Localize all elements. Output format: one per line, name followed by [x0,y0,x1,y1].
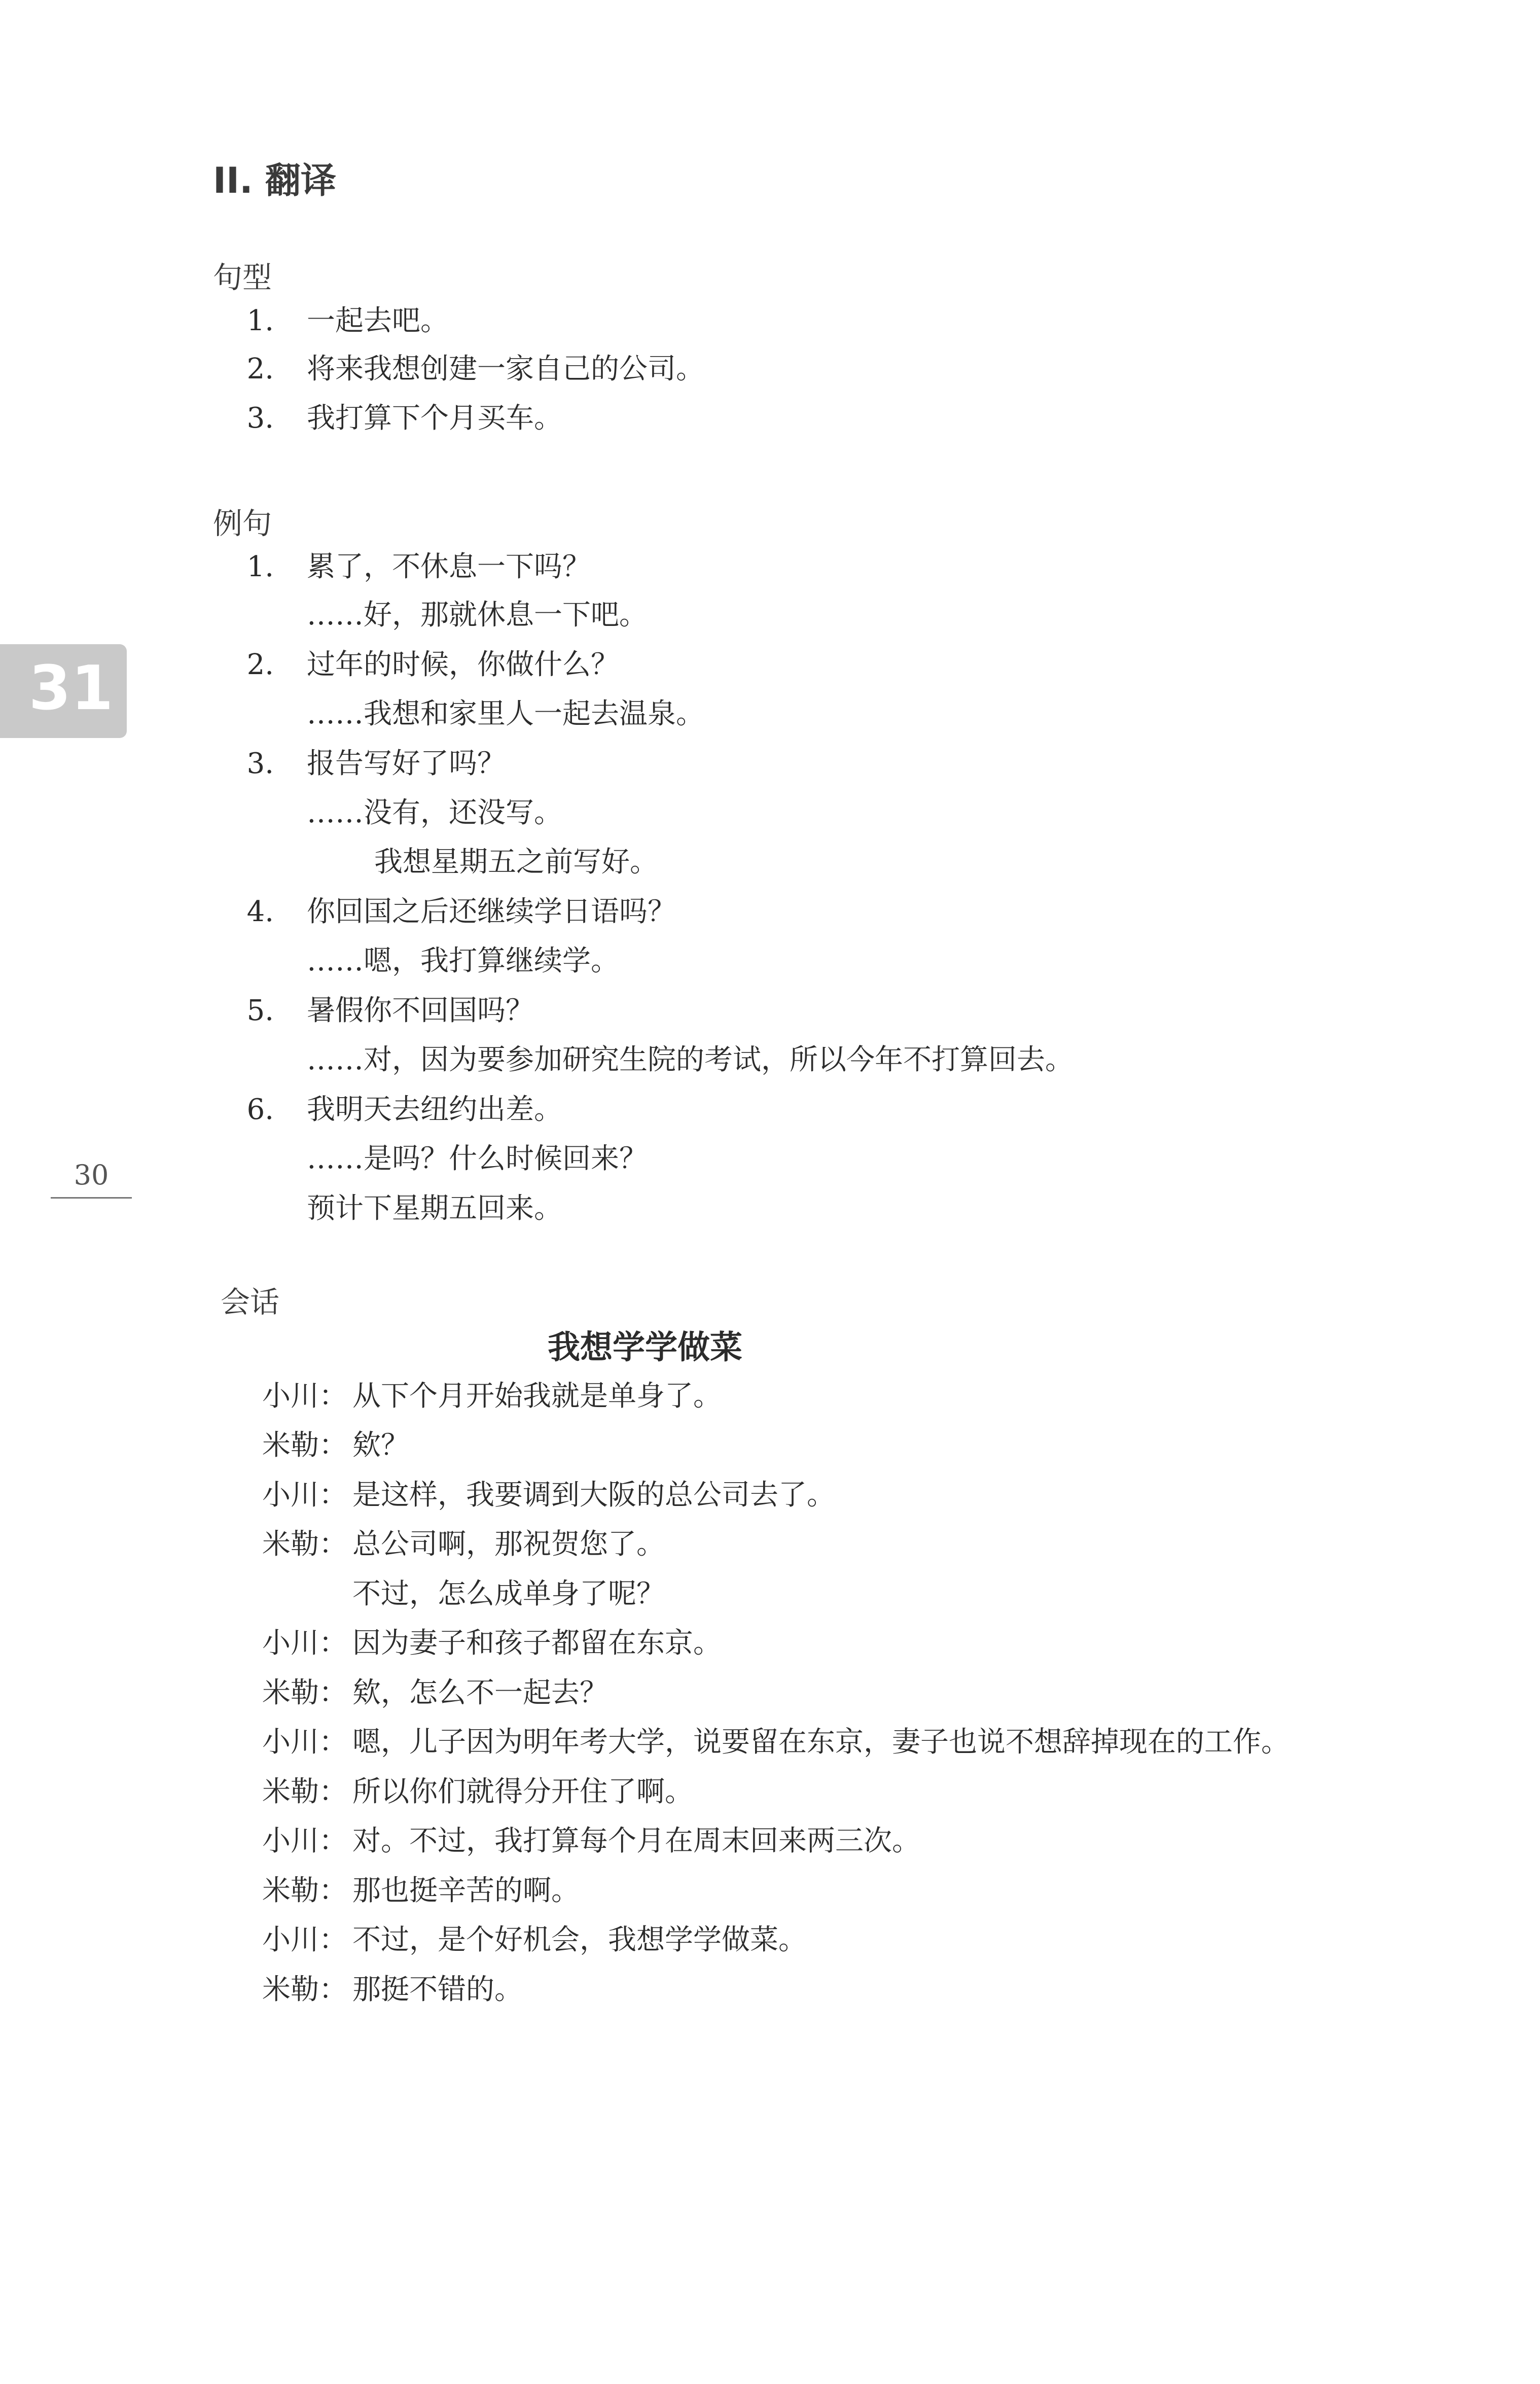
dialogue-line: 不过，怎么成单身了呢？ [352,1577,665,1610]
dialogue-line: 从下个月开始我就是单身了。 [352,1380,722,1413]
example-number: 2. [246,648,274,681]
examples-label: 例句 [213,506,272,541]
dialogue-line: 所以你们就得分开住了啊。 [352,1775,693,1808]
example-line: 我想星期五之前写好。 [374,846,658,879]
example-line: 暑假你不回国吗？ [307,994,534,1027]
example-number: 1. [246,550,274,583]
dialogue-line: 那也挺辛苦的啊。 [352,1874,580,1907]
sentence-patterns-label: 句型 [213,260,272,295]
speaker-name: 米勒： [262,1973,347,2006]
dialogue-line: 是这样，我要调到大阪的总公司去了。 [352,1479,835,1512]
example-number: 6. [246,1093,274,1126]
dialogue-line: 欸，怎么不一起去？ [352,1676,608,1709]
pattern-text: 我打算下个月买车。 [307,402,562,435]
speaker-name: 小川： [262,1479,347,1512]
example-line: 过年的时候，你做什么？ [307,648,619,681]
example-number: 3. [246,747,274,780]
conversation-title: 我想学学做菜 [548,1328,742,1366]
speaker-name: 米勒： [262,1775,347,1808]
speaker-name: 米勒： [262,1528,347,1561]
speaker-name: 米勒： [262,1429,347,1462]
example-line: 我明天去纽约出差。 [307,1093,562,1126]
conversation-label: 会话 [221,1285,280,1319]
speaker-name: 小川： [262,1726,347,1759]
dialogue-line: 嗯，儿子因为明年考大学，说要留在东京，妻子也说不想辞掉现在的工作。 [352,1726,1290,1759]
example-line: 你回国之后还继续学日语吗？ [307,895,676,928]
section-heading: II. 翻译 [213,160,337,201]
example-line: 预计下星期五回来。 [307,1192,562,1225]
dialogue-line: 对。不过，我打算每个月在周末回来两三次。 [352,1825,920,1857]
speaker-name: 小川： [262,1923,347,1956]
example-line: ……没有，还没写。 [307,796,562,829]
example-number: 4. [246,895,274,928]
speaker-name: 小川： [262,1627,347,1660]
example-line: ……是吗？什么时候回来？ [307,1142,648,1175]
example-line: 报告写好了吗？ [307,747,506,780]
example-line: ……对，因为要参加研究生院的考试，所以今年不打算回去。 [307,1043,1073,1076]
pattern-number: 2. [246,353,274,385]
chapter-number: 31 [28,653,114,724]
example-line: ……嗯，我打算继续学。 [307,944,619,977]
dialogue-line: 因为妻子和孩子都留在东京。 [352,1627,722,1660]
speaker-name: 小川： [262,1825,347,1857]
pattern-number: 3. [246,402,274,435]
speaker-name: 米勒： [262,1874,347,1907]
example-line: 累了，不休息一下吗？ [307,550,591,583]
pattern-text: 一起去吧。 [307,304,449,337]
page-number-rule [51,1197,132,1199]
pattern-number: 1. [246,304,274,337]
example-line: ……我想和家里人一起去温泉。 [307,697,704,730]
example-number: 5. [246,994,274,1027]
dialogue-line: 不过，是个好机会，我想学学做菜。 [352,1923,807,1956]
example-line: ……好，那就休息一下吧。 [307,599,648,632]
speaker-name: 小川： [262,1380,347,1413]
dialogue-line: 欸？ [352,1429,409,1462]
page-number: 30 [74,1159,109,1191]
speaker-name: 米勒： [262,1676,347,1709]
dialogue-line: 总公司啊，那祝贺您了。 [352,1528,665,1561]
dialogue-line: 那挺不错的。 [352,1973,523,2006]
pattern-text: 将来我想创建一家自己的公司。 [307,353,704,385]
